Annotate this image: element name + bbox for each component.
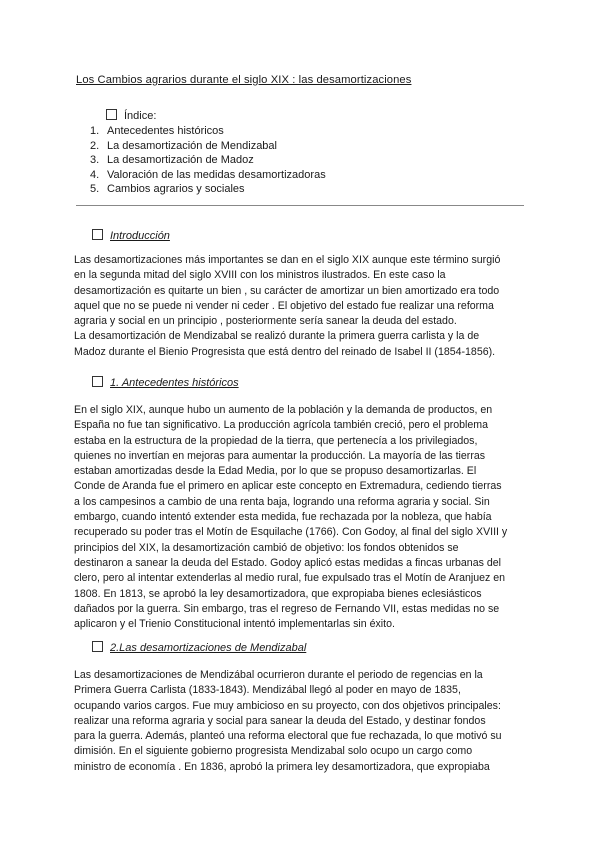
text-line: aquel que no se puede ni vender ni ceder . El objetivo del estado fue realizar una reforma [74,299,494,312]
index-list [90,124,326,197]
text-line: dañados por la guerra. Sin embargo, tras el regreso de Fernando VII, estas medidas no se [74,602,500,615]
text-line: Conde de Aranda fue el primero en aplicar este concepto en Extremadura, cediendo tierras [74,480,502,493]
text-line: principios del XIX, la desamortización cambió de objetivo: los fondos obtenidos se [74,541,459,554]
text-line: estaban amortizadas desde la Edad Media, por lo que se propuso desamortizarlas. El [74,465,477,478]
text-line: agraria y social en un principio , posteriormente sería sanear la deuda del estado. [74,315,457,328]
index-item-label: La desamortización de Mendizabal [107,139,277,152]
horizontal-divider [76,205,524,206]
text-line: Las desamortizaciones de Mendizábal ocurrieron durante el periodo de regencias en la [74,669,483,681]
text-line: clero, pero al intentar extenderlas al medio rural, fue expulsado tras el Motín de Aranjuez en [74,572,506,585]
text-line: ministro de economía . En 1836, aprobó la primera ley desamortizadora, que expropiaba [74,760,490,773]
paragraph-mendizabal [74,668,534,775]
text-line: En el siglo XIX, aunque hubo un aumento de la población y la demanda de productos, en [74,404,493,416]
checkbox-icon[interactable] [92,641,103,652]
index-item: 4. Valoración de las medidas desamortizadoras [90,168,326,181]
text-line: embargo, cuando intentó extender esta medida, fue rechazada por la nobleza, que había [74,511,492,524]
text-line: estaba en la estructura de la propiedad de la tierra, que pertenecía a los privilegiados, [74,434,478,447]
text-line: Las desamortizaciones más importantes se dan en el siglo XIX aunque este término surgió [74,254,501,266]
index-item: 3. La desamortización de Madoz [90,154,254,167]
checkbox-icon[interactable] [92,229,103,240]
text-line: destinaron a sanear la deuda del Estado. Godoy aplicó estas medidas a fincas urbanas del [74,556,501,569]
text-line: dimisión. En el siguiente gobierno progresista Mendizabal solo ocupo un cargo como [74,745,473,758]
section-heading-mendizabal: 2.Las desamortizaciones de Mendizabal [92,641,306,654]
index-heading [106,109,156,122]
text-line: desamortización es quitarte un bien , su carácter de amortizar un bien amortizado era todo [74,284,500,297]
text-line: 1808. En 1813, se aprobó la ley desamortizadora, que expropiaba bienes eclesiásticos [74,587,482,600]
checkbox-icon[interactable] [92,376,103,387]
index-item-label: Antecedentes históricos [107,125,224,137]
index-item: 2. La desamortización de Mendizabal [90,139,277,152]
section-heading-introduccion: Introducción [92,229,170,242]
index-item-label: Valoración de las medidas desamortizadoras [107,168,326,181]
index-item: 1. Antecedentes históricos [90,125,224,137]
paragraph-introduccion [74,253,534,360]
text-line: La desamortización de Mendizabal se realizó durante la primera guerra carlista y la de [74,330,480,343]
text-line: España no fue tan significativo. La producción agrícola también creció, pero el problema [74,419,488,432]
text-line: Primera Guerra Carlista (1833-1843). Mendizábal llegó al poder en mayo de 1835, [74,684,461,697]
text-line: aplicaron y el Trienio Constitucional intentó implementarlas sin éxito. [74,618,395,631]
index-item-label: Cambios agrarios y sociales [107,183,245,196]
text-line: quienes no invertían en mejoras para aumentar la producción. La mayoría de las tierras [74,449,486,462]
text-line: a los campesinos a cambio de una renta baja, logrando una reforma agraria y social. Sin [74,495,490,508]
text-line: Madoz durante el Bienio Progresista que está dentro del reinado de Isabel II (1854-1856). [74,345,496,358]
index-item: 5. Cambios agrarios y sociales [90,183,245,196]
document-title: Los Cambios agrarios durante el siglo XIX : las desamortizaciones [76,74,412,86]
text-line: para la guerra. Además, planteó una reforma electoral que fue rechazada, lo que motivó su [74,730,502,743]
text-line: recuperado su poder tras el Motín de Esquilache (1766). Con Godoy, al final del siglo XVIII y [74,526,508,539]
checkbox-icon[interactable] [106,109,117,120]
index-item-label: La desamortización de Madoz [107,154,254,167]
paragraph-antecedentes [74,403,534,632]
section-heading-antecedentes: 1. Antecedentes históricos [92,376,239,389]
index-heading-label: Índice: [124,110,157,122]
text-line: ocupando varios cargos. Fue muy ambicioso en su proyecto, con dos objetivos principales: [74,699,501,712]
text-line: en la segunda mitad del siglo XVIII con los ministros ilustrados. En este caso la [74,269,446,282]
text-line: realizar una reforma agraria y social para sanear la deuda del Estado, y destinar fondos [74,714,486,727]
